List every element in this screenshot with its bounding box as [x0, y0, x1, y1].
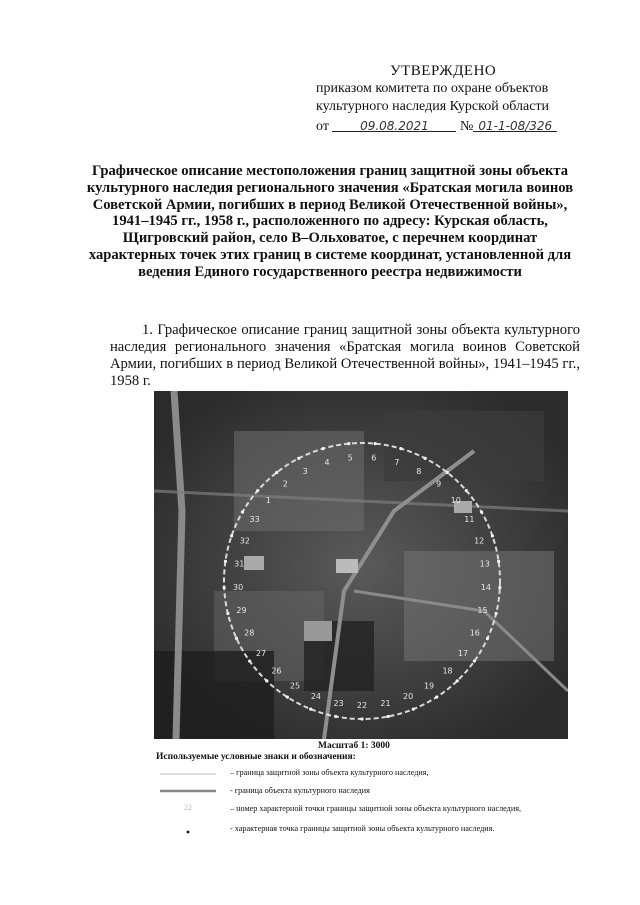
- boundary-point-label: 30: [233, 582, 244, 592]
- boundary-point-dot: [491, 534, 494, 537]
- boundary-point-label: 11: [464, 515, 475, 524]
- legend-text: - граница объекта культурного наследия: [230, 786, 370, 795]
- boundary-point-dot: [275, 471, 278, 474]
- boundary-point-dot: [497, 560, 500, 563]
- building: [244, 556, 264, 570]
- object-boundary-symbol: [160, 784, 216, 798]
- boundary-point-dot: [241, 510, 244, 513]
- date-prefix: от: [316, 119, 329, 134]
- boundary-point-dot: [286, 695, 289, 698]
- legend-item-point-dot: [160, 822, 580, 836]
- boundary-point-dot: [374, 442, 377, 445]
- point-number-symbol: 22: [184, 803, 192, 812]
- section-paragraph: 1. Графическое описание границ защитной зоны объекта культурного наследия регионального значения «Братская могила воинов Советской Армии, погибших в период Великой Отечественной войны», 1941–1945 гг., 1958 г.: [110, 322, 580, 389]
- approved-heading: УТВЕРЖДЕНО: [390, 63, 497, 79]
- approval-line-2: культурного наследия Курской области: [316, 99, 550, 114]
- boundary-point-dot: [495, 612, 498, 615]
- boundary-point-label: 16: [469, 628, 480, 638]
- boundary-point-dot: [480, 510, 483, 513]
- tree-area: [384, 411, 544, 481]
- document-title: Графическое описание местоположения границ защитной зоны объекта культурного наследия регионального значения «Братская могила воинов Советской Армии, погибших в период Великой Отечественной войны», 1941–1945 гг., 1958 г., расположенного по адресу: Курская область, Щигровский район, село В–Ольховатое, с перечнем координат характерных точек этих границ в системе координат, установленной для ведения Единого государственного реестра недвижимости: [86, 163, 574, 280]
- boundary-point-dot: [235, 637, 238, 640]
- boundary-point-label: 21: [380, 698, 391, 708]
- boundary-point-dot: [360, 717, 363, 720]
- boundary-point-label: 18: [442, 666, 453, 676]
- boundary-point-label: 26: [271, 666, 282, 676]
- boundary-point-dot: [446, 471, 449, 474]
- boundary-point-label: 29: [236, 606, 247, 616]
- boundary-point-dot: [226, 612, 229, 615]
- boundary-point-label: 32: [239, 536, 250, 546]
- boundary-point-label: 4: [324, 458, 330, 468]
- boundary-point-label: 2: [282, 479, 288, 489]
- boundary-point-label: 31: [234, 559, 245, 569]
- legend-item-point-number: [160, 802, 580, 816]
- boundary-point-dot: [230, 534, 233, 537]
- legend-text: - характерная точка границы защитной зоны объекта культурного наследия.: [230, 824, 495, 833]
- boundary-point-dot: [347, 442, 350, 445]
- boundary-point-label: 12: [474, 536, 485, 546]
- boundary-point-label: 9: [436, 479, 442, 489]
- boundary-point-label: 28: [244, 628, 255, 638]
- boundary-point-dot: [498, 586, 501, 589]
- boundary-point-label: 17: [457, 648, 469, 658]
- approval-line-1: приказом комитета по охране объектов: [316, 81, 549, 96]
- date-handwritten: 09.08.2021: [360, 119, 429, 133]
- boundary-point-dot: [297, 457, 300, 460]
- boundary-point-dot: [456, 679, 459, 682]
- boundary-point-label: 33: [249, 515, 260, 524]
- boundary-point-dot: [256, 489, 259, 492]
- tree-area: [154, 648, 274, 739]
- boundary-point-dot: [399, 447, 402, 450]
- boundary-point-label: 10: [450, 495, 461, 505]
- boundary-point-dot: [424, 457, 427, 460]
- boundary-point-dot: [435, 695, 438, 698]
- zone-boundary-symbol: [160, 766, 216, 780]
- boundary-point-dot: [309, 708, 312, 711]
- boundary-point-label: 3: [302, 466, 308, 476]
- boundary-point-dot: [473, 659, 476, 662]
- boundary-point-label: 8: [416, 466, 422, 476]
- boundary-point-label: 6: [371, 453, 377, 463]
- boundary-point-label: 27: [255, 648, 267, 658]
- boundary-point-dot: [486, 637, 489, 640]
- boundary-point-label: 14: [480, 582, 491, 592]
- boundary-point-dot: [465, 489, 468, 492]
- satellite-map: [154, 391, 568, 739]
- boundary-point-dot: [387, 715, 390, 718]
- date-field: [332, 117, 456, 132]
- boundary-point-label: 5: [347, 453, 353, 463]
- boundary-point-label: 13: [479, 559, 490, 569]
- legend-item-object-boundary: [160, 784, 580, 798]
- point-dot-symbol: [160, 822, 216, 836]
- number-field: [473, 117, 557, 132]
- boundary-point-label: 1: [265, 495, 271, 505]
- legend-title: Используемые условные знаки и обозначения:: [156, 752, 356, 762]
- building: [304, 621, 332, 641]
- boundary-point-dot: [265, 679, 268, 682]
- number-prefix: №: [459, 119, 474, 134]
- approval-date-line: [316, 117, 557, 136]
- boundary-point-label: 15: [477, 606, 488, 616]
- legend-item-zone-boundary: [160, 766, 580, 780]
- boundary-point-label: 20: [402, 692, 414, 702]
- boundary-point-label: 22: [356, 701, 368, 710]
- map-svg: [154, 391, 568, 739]
- boundary-point-dot: [412, 708, 415, 711]
- boundary-point-dot: [248, 659, 251, 662]
- legend-text: – граница защитной зоны объекта культурного наследия,: [230, 768, 429, 777]
- number-handwritten: 01-1-08/326: [478, 119, 553, 133]
- map-scale: Масштаб 1: 3000: [318, 741, 390, 751]
- legend-text: – номер характерной точки границы защитной зоны объекта культурного наследия,: [230, 804, 522, 813]
- building: [336, 559, 358, 573]
- boundary-point-label: 24: [310, 692, 322, 702]
- boundary-point-label: 25: [289, 681, 301, 691]
- boundary-point-label: 23: [333, 698, 344, 708]
- boundary-point-dot: [224, 560, 227, 563]
- boundary-point-label: 19: [423, 681, 435, 691]
- boundary-point-label: 7: [394, 458, 400, 468]
- boundary-point-dot: [223, 586, 226, 589]
- boundary-point-dot: [334, 715, 337, 718]
- boundary-point-dot: [322, 447, 325, 450]
